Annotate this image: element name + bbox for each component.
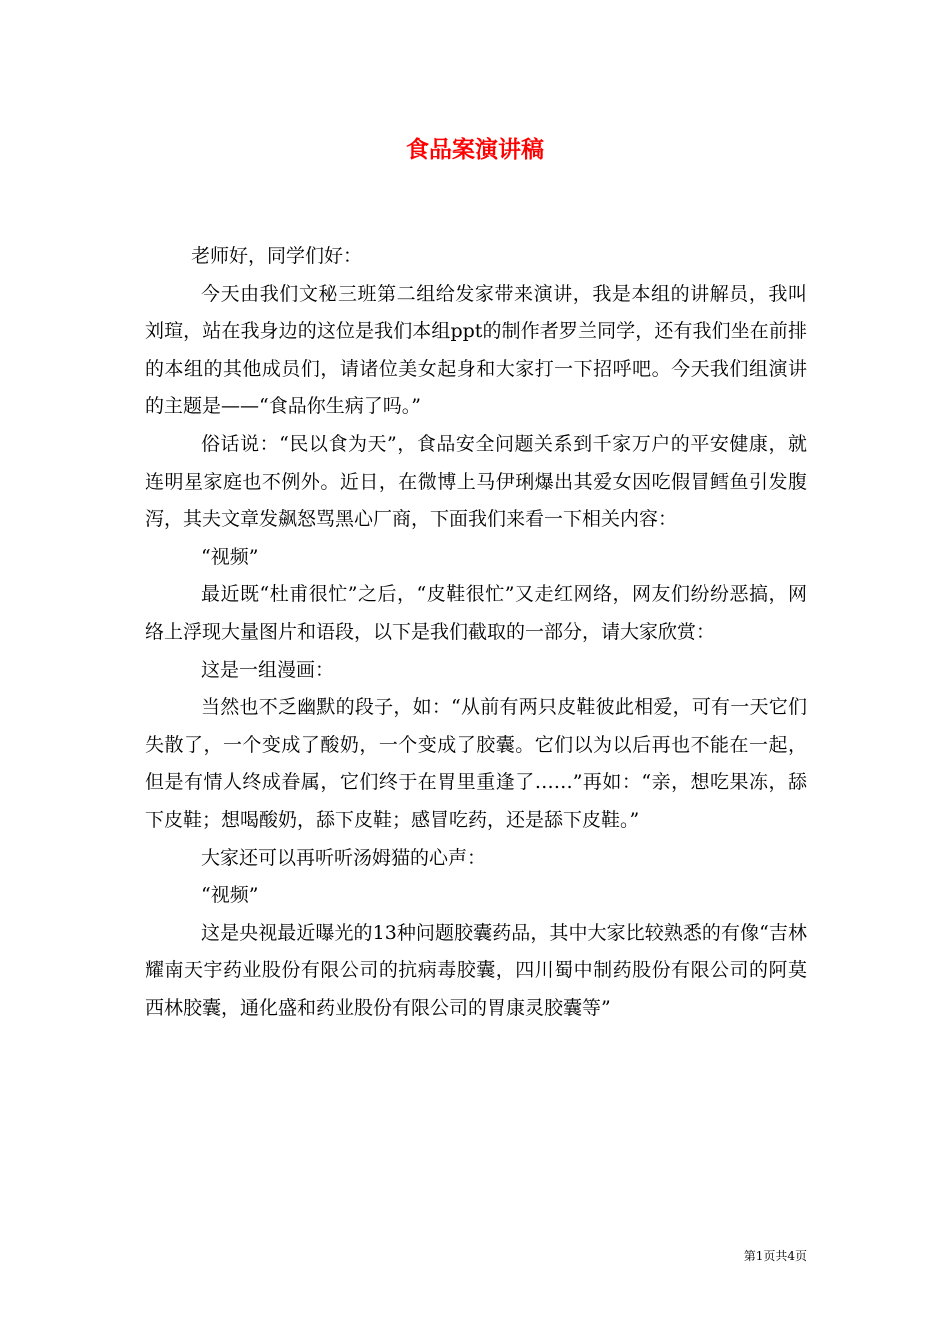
paragraph-capsules: 这是央视最近曝光的13种问题胶囊药品，其中大家比较熟悉的有像“吉林耀南天宇药业股份有限公司的抗病毒胶囊，四川蜀中制药股份有限公司的阿莫西林胶囊，通化盛和药业股份有限公司的胃康灵胶囊等”: [145, 921, 807, 1019]
paragraph-saying: 俗话说：“民以食为天”，食品安全问题关系到千家万户的平安健康，就连明星家庭也不例外。近日，在微博上马伊琍爆出其爱女因吃假冒鳕鱼引发腹泻，其夫文章发飙怒骂黑心厂商，下面我们来看一下相关内容：: [145, 432, 807, 531]
paragraph-greeting: 老师好，同学们好：: [191, 245, 363, 267]
document-body: [145, 238, 807, 1027]
paragraph-comics: 这是一组漫画：: [201, 658, 335, 681]
paragraph-tom-cat: 大家还可以再听听汤姆猫的心声：: [201, 846, 487, 869]
paragraph-introduction: 今天由我们文秘三班第二组给发家带来演讲，我是本组的讲解员，我叫刘瑄，站在我身边的这位是我们本组ppt的制作者罗兰同学，还有我们坐在前排的本组的其他成员们，请诸位美女起身和大家打一下招呼吧。今天我们组演讲的主题是——“食品你生病了吗。”: [145, 282, 807, 418]
paragraph-video-1: “视频”: [201, 545, 259, 568]
page-number: 第1页共4页: [743, 1249, 807, 1263]
page-title: 食品案演讲稿: [406, 136, 544, 163]
paragraph-video-2: “视频”: [201, 884, 259, 907]
paragraph-shoes-busy: 最近既“杜甫很忙”之后，“皮鞋很忙”又走红网络，网友们纷纷恶搞，网络上浮现大量图片和语段，以下是我们截取的一部分，请大家欣赏：: [145, 583, 807, 643]
paragraph-jokes: 当然也不乏幽默的段子，如：“从前有两只皮鞋彼此相爱，可有一天它们失散了，一个变成了酸奶，一个变成了胶囊。它们以为以后再也不能在一起，但是有情人终成眷属，它们终于在胃里重逢了……”再如：“亲，想吃果冻，舔下皮鞋；想喝酸奶，舔下皮鞋；感冒吃药，还是舔下皮鞋。”: [145, 696, 807, 831]
